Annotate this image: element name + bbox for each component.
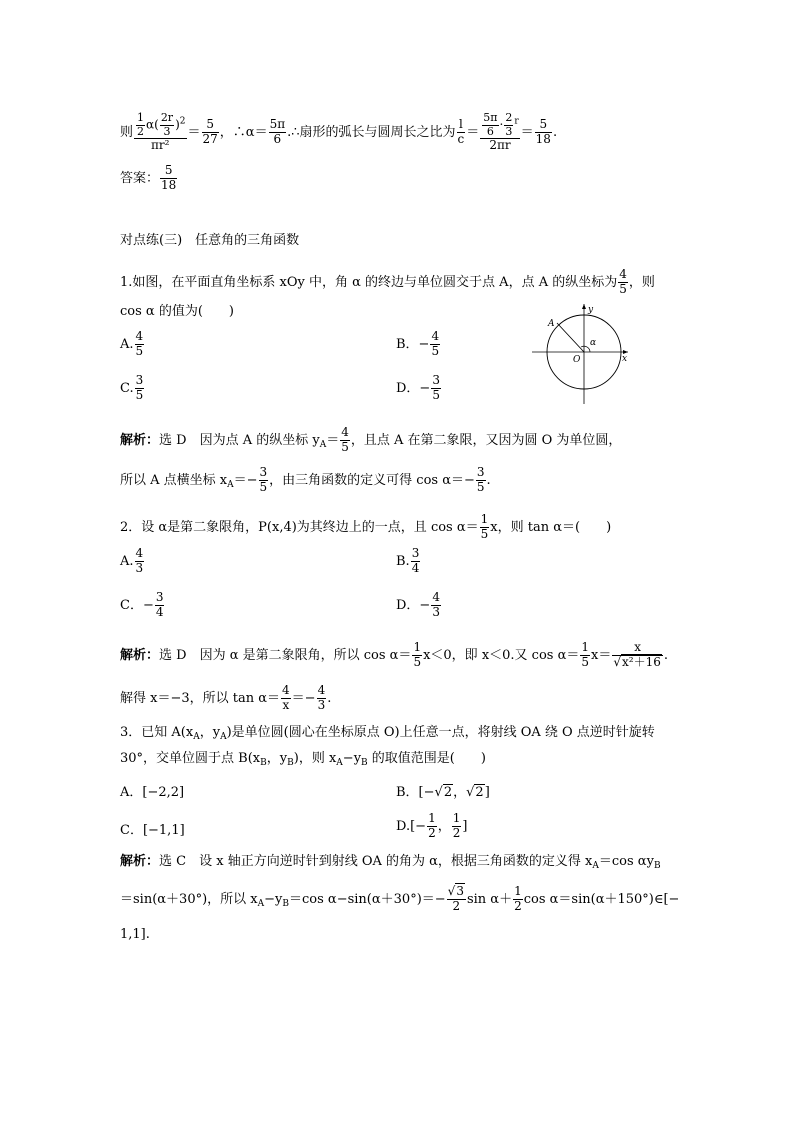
unit-circle-figure — [530, 300, 640, 410]
solution-1-line-1: 解析：选 D 因为点 A 的纵坐标 $y_A=$ $\frac{4}{5}$ ，且点 A 在第二象限，又因为圆 O 为单位圆， — [120, 425, 622, 454]
q3-option-b: B．[−√2，√2] — [396, 785, 490, 800]
question-2-line: 2．设 α是第二象限角，P(x,4)为其终边上的一点，且 cos α＝ $\frac{1}{5}$ x，则 tan α＝( ) — [120, 512, 612, 541]
origin-label: O — [573, 355, 581, 365]
q3-option-d: D.[− $\frac{1}{2}$ ， $\frac{1}{2}$ ] — [396, 811, 468, 840]
angle-arc — [581, 346, 590, 352]
y-axis-arrow — [582, 304, 586, 309]
solution-3-line-1: 解析：选 C 设 x 轴正方向逆时针到射线 OA 的角为 α，根据三角函数的定义得 $x_A=\cos$ $\alpha y_B$ — [120, 854, 661, 871]
terminal-ray — [557, 323, 584, 352]
solution-3-line-3: 1,1]. — [120, 927, 150, 942]
y-axis-label: y — [588, 305, 594, 315]
question-1-line-1: 1.如图，在平面直角坐标系 xOy 中，角 α 的终边与单位圆交于点 A，点 A 的纵坐标为 $\frac{4}{5}$ ，则 — [120, 267, 655, 296]
answer-line: 答案： $\frac{5}{18}$ — [120, 163, 177, 192]
point-a-label: A — [548, 319, 555, 329]
solution-3-line-2: ＝sin(α＋30°)，所以 $x_A-y_B=\cos$ α−sin(α＋30°)＝− $\frac{√3}{2}$ sin α＋ $\frac{1}{2}$ cos α＝sin(α＋150°)∈[− — [120, 884, 680, 913]
q2-option-a: A. $\frac{4}{3}$ — [120, 546, 144, 575]
alpha-label: α — [590, 338, 597, 348]
question-3-line-2: 30°，交单位圆于点 $B(x_B$，$y_B$)，则 $x_A-y_B$ 的取值范围是( ) — [120, 751, 486, 768]
question-3-line-1: 3．已知 $A(x_A$，$y_A$)是单位圆(圆心在坐标原点 O)上任意一点，将射线 OA 绕 O 点逆时针旋转 — [120, 725, 655, 742]
q2-option-b: B. $\frac{3}{4}$ — [396, 546, 420, 575]
q3-option-a: A．[−2,2] — [120, 785, 185, 800]
q1-option-c: C. $\frac{3}{5}$ — [120, 373, 144, 402]
section-title: 对点练(三) 任意角的三角函数 — [120, 233, 300, 248]
q2-option-c: C．− $\frac{3}{4}$ — [120, 590, 164, 619]
q2-option-d: D．− $\frac{4}{3}$ — [396, 590, 440, 619]
question-1-line-2: cos α 的值为( ) — [120, 304, 234, 319]
x-axis-label: x — [622, 354, 628, 364]
solution-1-line-2: 所以 A 点横坐标 $x_A=-$ $\frac{3}{5}$ ，由三角函数的定义可得 cos α＝− $\frac{3}{5}$ . — [120, 465, 491, 494]
solution-2-line-1: 解析：选 D 因为 α 是第二象限角，所以 cos α＝ $\frac{1}{5}$ x＜0，即 x＜0.又 cos α＝ $\frac{1}{5}$ x＝ $\frac{x}{\text{√x²＋16}}$ . — [120, 640, 669, 669]
q1-option-a: A. $\frac{4}{5}$ — [120, 329, 144, 358]
q1-option-b: B．− $\frac{4}{5}$ — [396, 329, 440, 358]
solution-2-line-2: 解得 x＝−3，所以 tan α＝ $\frac{4}{x}$ ＝− $\frac{4}{3}$ . — [120, 683, 332, 712]
fraction: $\frac{1}{2}$ α( $\frac{2r}{3}$ )$^2$ πr² — [134, 112, 186, 153]
q3-option-c: C．[−1,1] — [120, 823, 185, 838]
q1-option-d: D．− $\frac{3}{5}$ — [396, 373, 440, 402]
top-formula-line: 则 $\frac{1}{2}$ α( $\frac{2r}{3}$ )$^2$ πr² ＝ $\frac{5}{27}$ ，∴α＝ $\frac{5\pi}{6}$ .∴扇形的弧长与圆周长之比为 $\frac{l}{c}$ ＝ $\frac{5\pi}{6}$ · $\frac{2}{3}$ $^r$ 2πr ＝ $\frac{5}{18}$ . — [120, 111, 558, 153]
